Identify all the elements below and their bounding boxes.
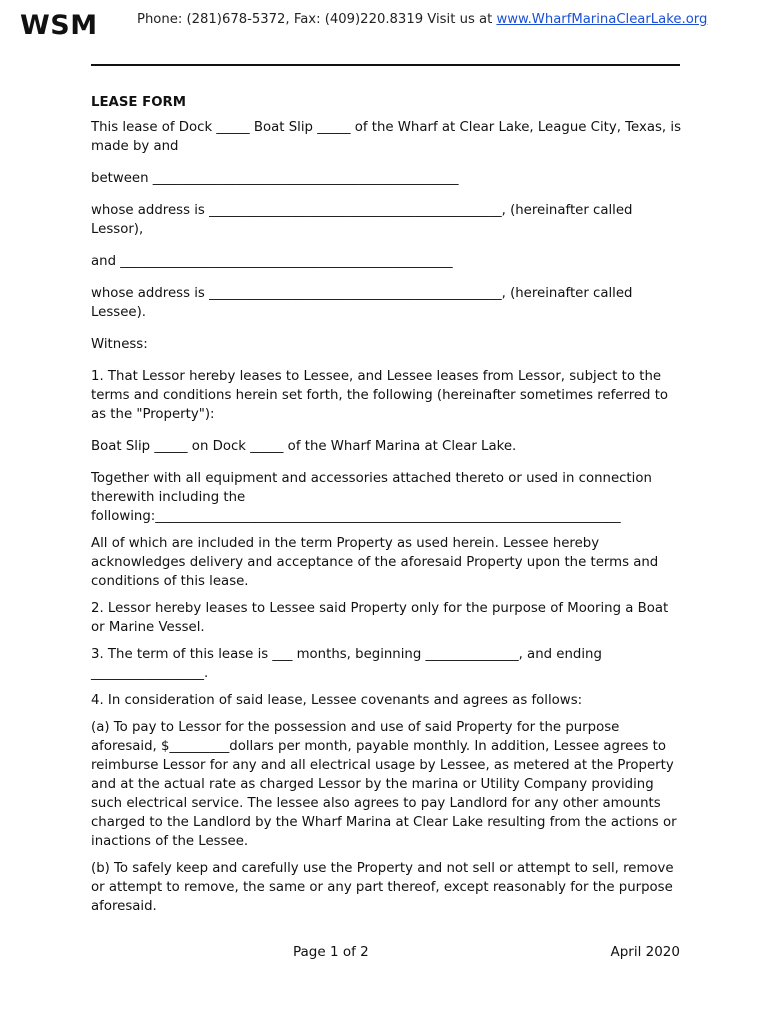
contact-info <box>137 12 707 27</box>
boat-slip-line: Boat Slip _____ on Dock _____ of the Wharf Marina at Clear Lake. <box>91 439 517 454</box>
clause-4: 4. In consideration of said lease, Lessee covenants and agrees as follows: <box>91 693 583 708</box>
clause-3: 3. The term of this lease is ___ months, beginning ______________, and ending _________________. <box>91 647 602 681</box>
lessor-address-line: whose address is ____________________________________________, (hereinafter called Lessor), <box>91 203 633 237</box>
property-acknowledgement: All of which are included in the term Property as used herein. Lessee hereby acknowledges delivery and acceptance of the aforesaid Property upon the terms and conditions of this lease. <box>91 536 659 589</box>
clause-2: 2. Lessor hereby leases to Lessee said Property only for the purpose of Mooring a Boat or Marine Vessel. <box>91 601 669 635</box>
clause-1: 1. That Lessor hereby leases to Lessee, and Lessee leases from Lessor, subject to the terms and conditions herein set forth, the following (hereinafter sometimes referred to as the "Property"): <box>91 369 669 422</box>
clause-4a: (a) To pay to Lessor for the possession and use of said Property for the purpose aforesaid, $_________dollars per month, payable monthly. In addition, Lessee agrees to reimburse Lessor for any and all electrical usage by Lessee, as metered at the Property and at the actual rate as charged Lessor by the marina or Utility Company providing such electrical service. The lessee also agrees to pay Landlord for any other amounts charged to the Landlord by the Wharf Marina at Clear Lake resulting from the actions or inactions of the Lessee. <box>91 720 677 849</box>
lease-body <box>91 93 681 929</box>
and-line: and __________________________________________________ <box>91 254 453 269</box>
page-number: Page 1 of 2 <box>293 944 369 960</box>
document-date: April 2020 <box>610 944 680 960</box>
header-divider <box>91 64 680 66</box>
lessee-address-line: whose address is ____________________________________________, (hereinafter called Lessee). <box>91 286 633 320</box>
equipment-paragraph: Together with all equipment and accessories attached thereto or used in connection therewith including the following:______________________________________________________________________ <box>91 471 652 524</box>
between-line: between ______________________________________________ <box>91 171 459 186</box>
clause-4b: (b) To safely keep and carefully use the Property and not sell or attempt to sell, remove or attempt to remove, the same or any part thereof, except reasonably for the purpose aforesaid. <box>91 861 674 914</box>
website-link[interactable]: www.WharfMarinaClearLake.org <box>496 12 708 27</box>
contact-phone-fax: Phone: (281)678-5372, Fax: (409)220.8319 Visit us at <box>137 12 497 27</box>
document-title: LEASE FORM <box>91 95 186 110</box>
witness-line: Witness: <box>91 337 148 352</box>
company-logo: WSM <box>20 10 98 41</box>
intro-paragraph: This lease of Dock _____ Boat Slip _____ of the Wharf at Clear Lake, League City, Texas, is made by and <box>91 120 682 154</box>
